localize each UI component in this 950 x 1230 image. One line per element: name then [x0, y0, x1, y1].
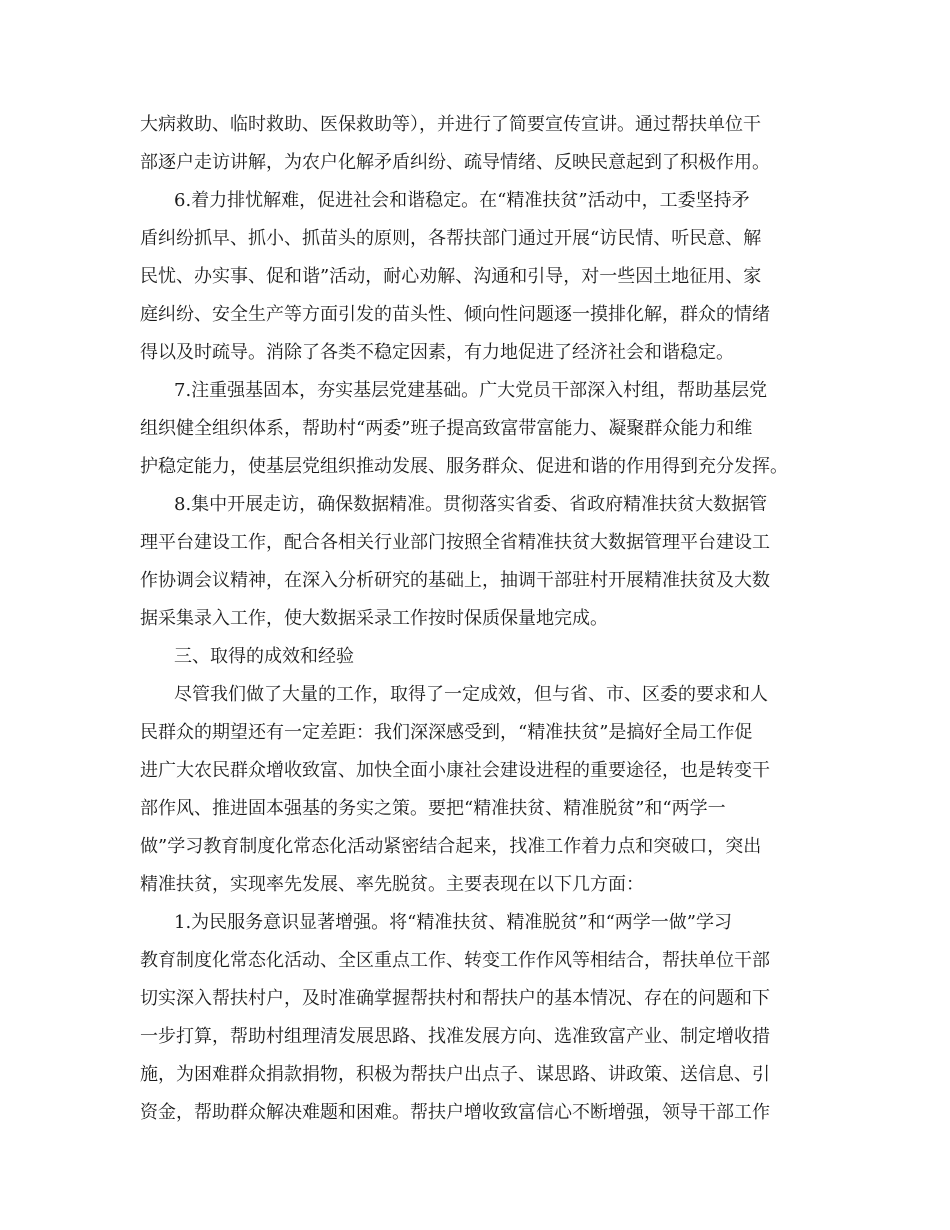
text-line: 7.注重强基固本，夯实基层党建基础。广大党员干部深入村组，帮助基层党: [174, 380, 768, 401]
text-line: 组织健全组织体系，帮助村“两委”班子提高致富带富能力、凝聚群众能力和维: [140, 418, 753, 439]
text-line: 护稳定能力，使基层党组织推动发展、服务群众、促进和谐的作用得到充分发挥。: [140, 456, 788, 477]
text-line: 进广大农民群众增收致富、加快全面小康社会建设进程的重要途径，也是转变干: [140, 760, 770, 781]
text-line: 部逐户走访讲解，为农户化解矛盾纠纷、疏导情绪、反映民意起到了积极作用。: [140, 152, 770, 173]
text-line: 盾纠纷抓早、抓小、抓苗头的原则，各帮扶部门通过开展“访民情、听民意、解: [140, 228, 762, 249]
section-heading: 三、取得的成效和经验: [174, 646, 354, 667]
text-line: 施，为困难群众捐款捐物，积极为帮扶户出点子、谋思路、讲政策、送信息、引: [140, 1064, 770, 1085]
text-line: 8.集中开展走访，确保数据精准。贯彻落实省委、省政府精准扶贫大数据管: [174, 494, 768, 515]
text-line: 民群众的期望还有一定差距：我们深深感受到，“精准扶贫”是搞好全局工作促: [140, 722, 753, 743]
text-line: 尽管我们做了大量的工作，取得了一定成效，但与省、市、区委的要求和人: [174, 684, 768, 705]
text-line: 一步打算，帮助村组理清发展思路、找准发展方向、选准致富产业、制定增收措: [140, 1026, 770, 1047]
text-line: 1.为民服务意识显著增强。将“精准扶贫、精准脱贫”和“两学一做”学习: [174, 912, 732, 933]
text-line: 精准扶贫，实现率先发展、率先脱贫。主要表现在以下几方面：: [140, 874, 644, 895]
text-line: 理平台建设工作，配合各相关行业部门按照全省精准扶贫大数据管理平台建设工: [140, 532, 770, 553]
text-line: 庭纠纷、安全生产等方面引发的苗头性、倾向性问题逐一摸排化解，群众的情绪: [140, 304, 770, 325]
text-line: 民忧、办实事、促和谐”活动，耐心劝解、沟通和引导，对一些因土地征用、家: [140, 266, 762, 287]
text-line: 大病救助、临时救助、医保救助等），并进行了简要宣传宣讲。通过帮扶单位干: [140, 114, 761, 135]
text-line: 做”学习教育制度化常态化活动紧密结合起来，找准工作着力点和突破口，突出: [140, 836, 762, 857]
text-line: 据采集录入工作，使大数据采录工作按时保质保量地完成。: [140, 608, 608, 629]
text-line: 切实深入帮扶村户，及时准确掌握帮扶村和帮扶户的基本情况、存在的问题和下: [140, 988, 770, 1009]
text-line: 作协调会议精神，在深入分析研究的基础上，抽调干部驻村开展精准扶贫及大数: [140, 570, 770, 591]
text-line: 教育制度化常态化活动、全区重点工作、转变工作作风等相结合，帮扶单位干部: [140, 950, 770, 971]
text-line: 部作风、推进固本强基的务实之策。要把“精准扶贫、精准脱贫”和“两学一: [140, 798, 726, 819]
text-line: 得以及时疏导。消除了各类不稳定因素，有力地促进了经济社会和谐稳定。: [140, 342, 734, 363]
text-line: 6.着力排忧解难，促进社会和谐稳定。在“精准扶贫”活动中，工委坚持矛: [174, 190, 750, 211]
text-line: 资金，帮助群众解决难题和困难。帮扶户增收致富信心不断增强，领导干部工作: [140, 1102, 770, 1123]
